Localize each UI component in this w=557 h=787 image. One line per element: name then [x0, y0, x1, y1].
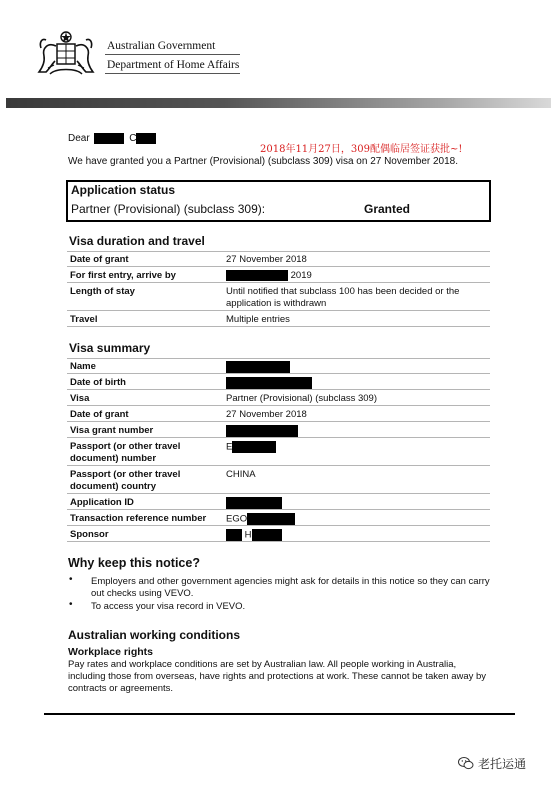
row-value [226, 497, 488, 510]
bullet-dot: • [69, 599, 73, 610]
visa-summary-title: Visa summary [69, 341, 151, 355]
salutation-text: Dear [68, 133, 90, 145]
table-row [67, 251, 490, 267]
row-label: Travel [70, 314, 98, 325]
row-value [226, 361, 488, 374]
row-value [226, 425, 488, 438]
table-row [67, 438, 490, 466]
row-value: Until notified that subclass 100 has been decided or the application is withdrawn [226, 286, 460, 309]
row-value: Partner (Provisional) (subclass 309) [226, 393, 378, 404]
row-value: CHINA [226, 469, 256, 480]
row-value [226, 270, 488, 282]
working-conditions-title: Australian working conditions [68, 628, 241, 642]
bullet-text: To access your visa record in VEVO. [91, 601, 246, 612]
redacted-name [226, 361, 290, 373]
row-value: Multiple entries [226, 314, 290, 325]
table-row [67, 494, 490, 510]
redacted-grant-number [226, 425, 298, 437]
table-row [67, 311, 490, 327]
watermark-text: 老托运通 [478, 757, 527, 771]
footer-divider [44, 713, 515, 715]
table-row [67, 466, 490, 494]
coat-of-arms-icon [36, 28, 96, 78]
redacted-last-name [136, 133, 156, 144]
application-status-title: Application status [71, 183, 176, 197]
row-value [226, 441, 488, 454]
redacted-sponsor-first [226, 529, 242, 541]
header-divider [105, 73, 240, 74]
table-row [67, 406, 490, 422]
redacted-dob [226, 377, 312, 389]
table-row [67, 526, 490, 542]
arrive-by-year: 2019 [290, 270, 312, 282]
row-label: For first entry, arrive by [70, 270, 176, 281]
row-label: Visa grant number [70, 425, 154, 436]
row-label: Visa [70, 393, 90, 404]
workplace-rights-subtitle: Workplace rights [68, 646, 153, 658]
redacted-passport-number [232, 441, 276, 453]
row-value [226, 529, 488, 542]
row-label: Date of birth [70, 377, 126, 388]
row-label: Application ID [70, 497, 134, 508]
workplace-rights-body: Pay rates and workplace conditions are set by Australian law. All people working in Australia, including those from overseas, have rights and protections at work. These cannot be taken away by contracts or agreements. [68, 659, 487, 694]
transaction-prefix: EGO [226, 513, 248, 525]
grant-statement: We have granted you a Partner (Provisional) (subclass 309) visa on 27 November 2018. [68, 156, 459, 167]
header-divider [105, 54, 240, 55]
row-label: Transaction reference number [70, 513, 207, 524]
row-label: Length of stay [70, 286, 135, 297]
row-label: Passport (or other travel document) country [70, 469, 181, 492]
row-value [226, 377, 488, 390]
redacted-sponsor-last [252, 529, 282, 541]
bullet-dot: • [69, 574, 73, 585]
table-row [67, 267, 490, 283]
table-row [67, 510, 490, 526]
passport-prefix: E [226, 441, 233, 453]
row-label: Passport (or other travel document) number [70, 441, 181, 464]
bullet-text: Employers and other government agencies might ask for details in this notice so they can carry out checks using VEVO. [91, 576, 490, 599]
salutation [68, 133, 156, 144]
header-banner [6, 98, 551, 108]
row-value: 27 November 2018 [226, 409, 307, 420]
row-label: Date of grant [70, 409, 129, 420]
why-keep-title: Why keep this notice? [68, 556, 200, 570]
row-label: Sponsor [70, 529, 109, 540]
salutation-initial: C [129, 133, 137, 145]
sponsor-initial: H [244, 529, 252, 541]
visa-duration-title: Visa duration and travel [69, 234, 205, 248]
redacted-application-id [226, 497, 282, 509]
redacted-first-name [94, 133, 124, 144]
table-row [67, 283, 490, 311]
table-row [67, 374, 490, 390]
row-label: Date of grant [70, 254, 129, 265]
status-visa-type: Partner (Provisional) (subclass 309): [71, 202, 266, 216]
table-row [67, 358, 490, 374]
government-name: Australian Government [107, 40, 216, 52]
handwritten-annotation: 2018年11月27日，309配偶临居签证获批~! [260, 144, 463, 155]
table-row [67, 390, 490, 406]
table-row [67, 422, 490, 438]
status-value: Granted [364, 202, 411, 216]
department-name: Department of Home Affairs [107, 59, 240, 71]
row-label: Name [70, 361, 96, 372]
row-value: 27 November 2018 [226, 254, 307, 265]
redacted-date [226, 270, 288, 281]
wechat-icon [458, 756, 474, 770]
redacted-transaction-number [247, 513, 295, 525]
row-value [226, 513, 488, 526]
